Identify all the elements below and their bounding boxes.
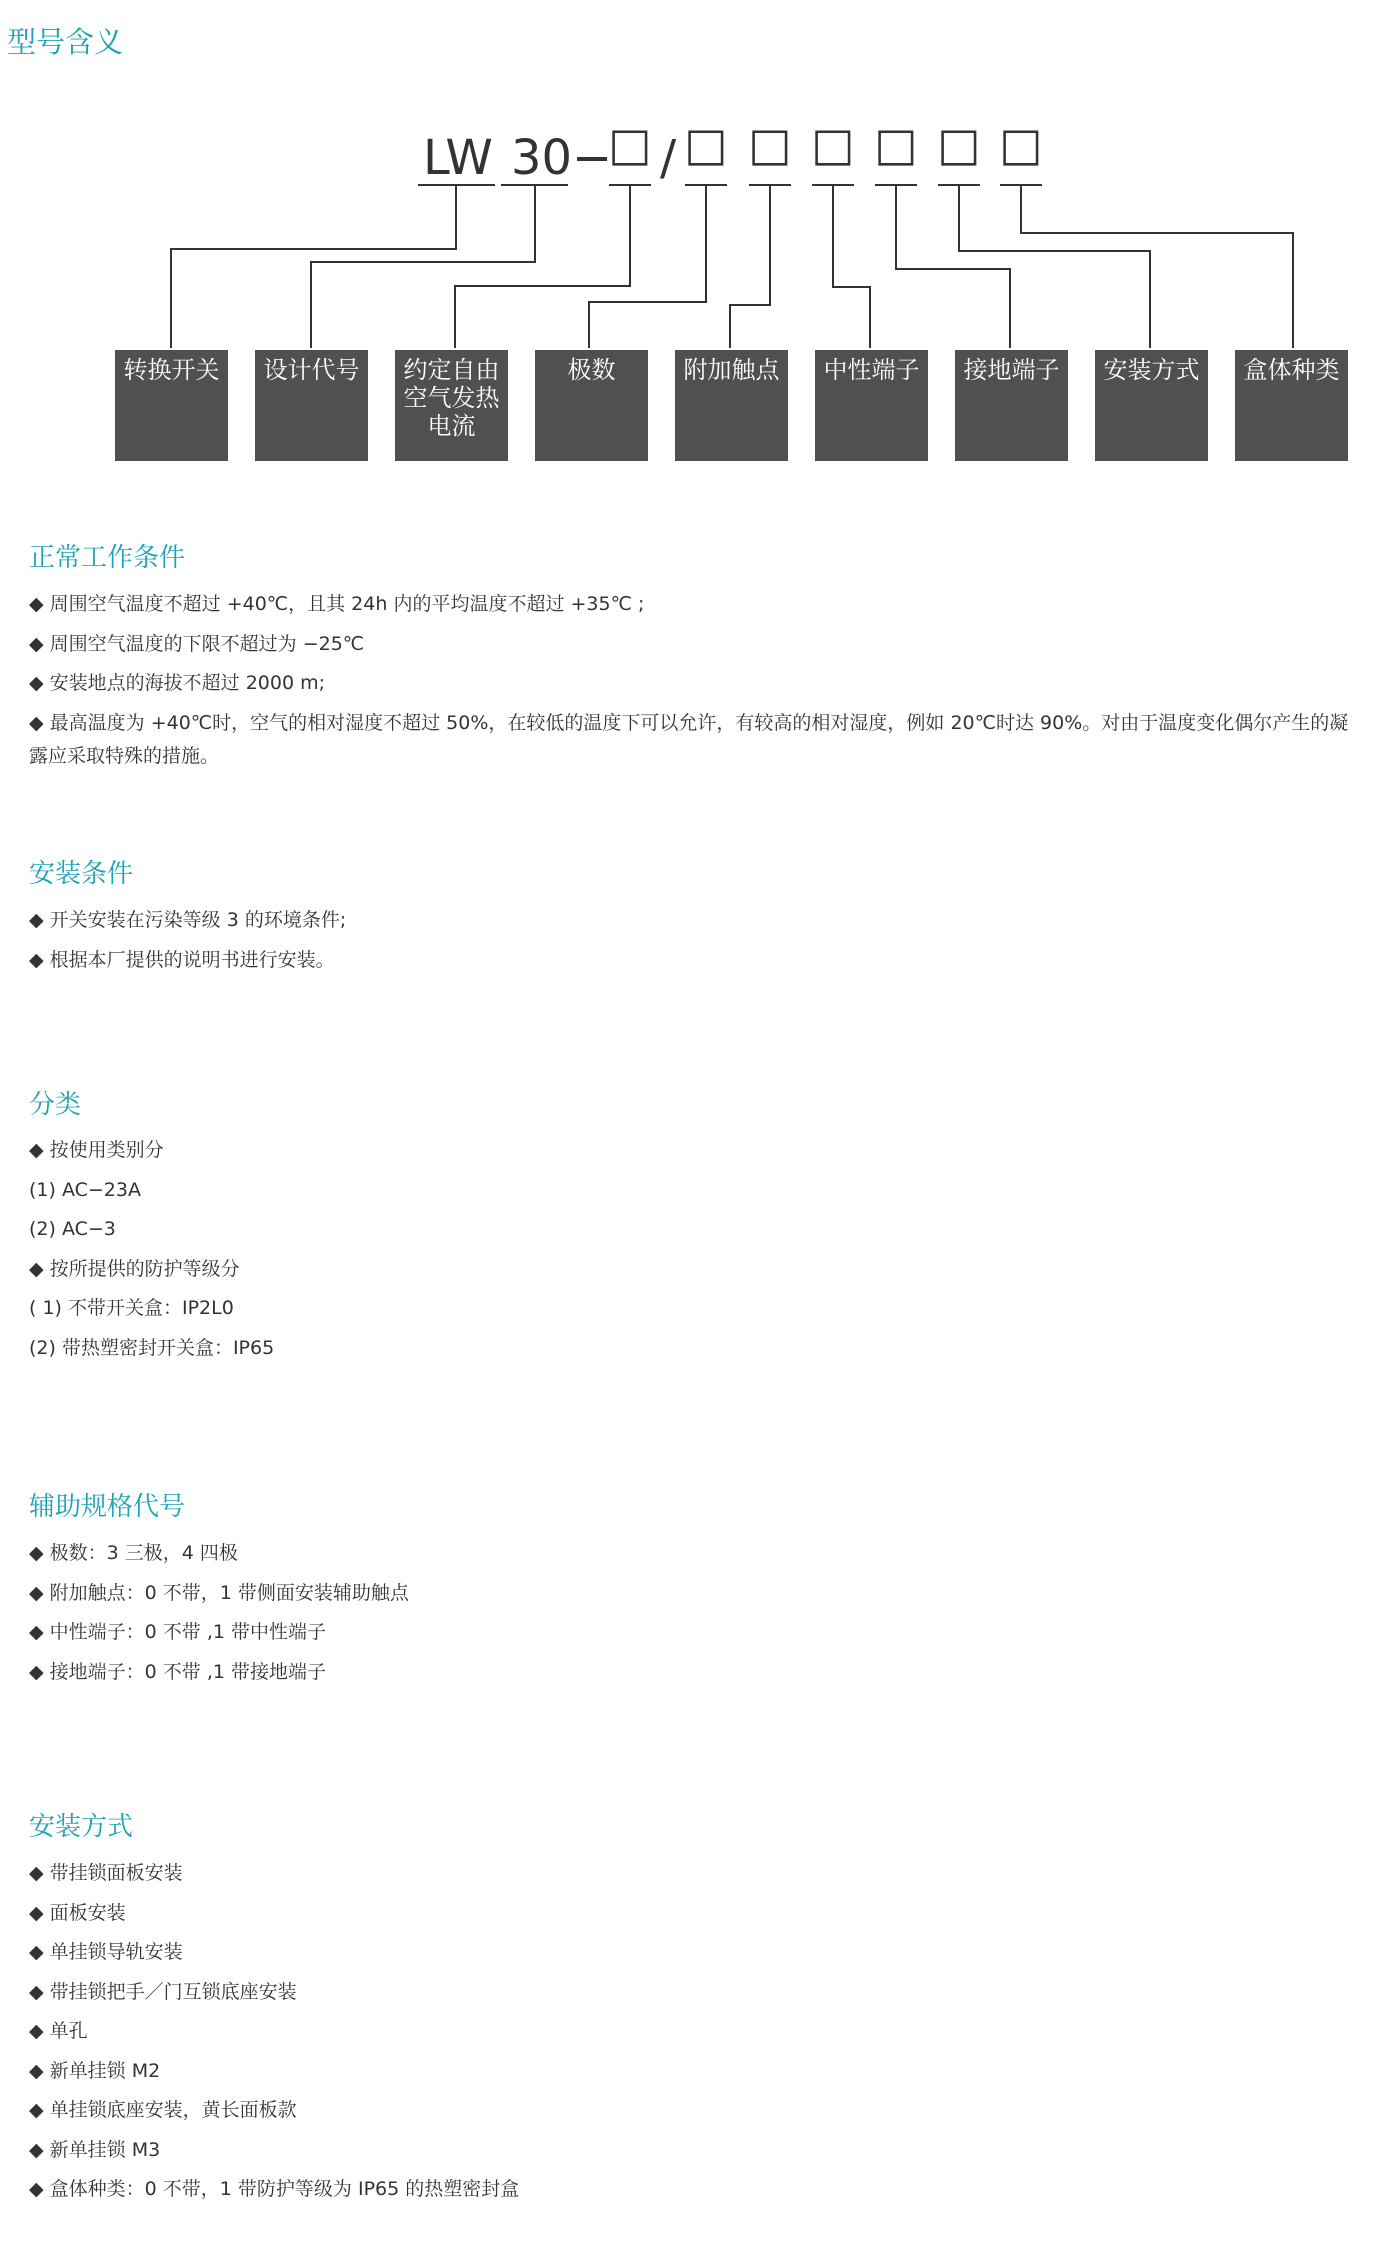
list-item [29,1574,1359,1614]
list-item [29,1171,1359,1211]
box-mounting [1095,350,1208,461]
list-item-text: 最高温度为 +40℃时，空气的相对湿度不超过 50%，在较低的温度下可以允许，有较高的相对湿度，例如 20℃时达 90%。对由于温度变化偶尔产生的凝露应采取特殊的措施。 [29,711,1349,767]
code-prefix: LW [423,130,493,186]
list-item-text: 根据本厂提供的说明书进行安装。 [49,948,335,971]
box-label-line: 附加触点 [683,356,780,384]
list-item-text: 开关安装在污染等级 3 的环境条件; [49,909,347,931]
box-poles [535,350,648,461]
list-item [29,2052,1359,2092]
list-aux-spec-codes [29,1534,1359,1692]
bullet-diamond-icon: ◆ [29,1139,44,1161]
list-item [29,1973,1359,2013]
list-item-text: (2) AC−3 [29,1218,116,1240]
list-item [29,2131,1359,2171]
bullet-diamond-icon: ◆ [29,1660,44,1683]
list-item [29,704,1359,773]
box-enclosure [1235,350,1348,461]
box-label-line: 接地端子 [963,356,1060,384]
page-title: 型号含义 [7,25,124,59]
bullet-diamond-icon: ◆ [29,1941,44,1963]
placeholder-box: □ [748,120,792,171]
list-item [29,2091,1359,2131]
list-item-text: 周围空气温度的下限不超过为 −25℃ [49,632,365,655]
section-title-classification: 分类 [29,1090,82,1120]
box-label-line: 极数 [567,356,616,384]
list-item [29,1653,1359,1693]
list-item [29,941,1359,981]
list-item-text: 单挂锁底座安装，黄长面板款 [49,2099,297,2121]
code-dash: − [572,130,613,186]
list-item-text: 按所提供的防护等级分 [49,1257,240,1280]
list-item-text: 极数：3 三极，4 四极 [49,1542,238,1564]
list-item [29,1210,1359,1250]
box-label-line: 安装方式 [1103,356,1200,384]
list-item-text: ( 1) 不带开关盒：IP2L0 [29,1297,234,1319]
placeholder-box: □ [999,120,1043,171]
placeholder-box: □ [684,120,728,171]
list-item-text: 单挂锁导轨安装 [49,1941,183,1963]
list-item [29,1854,1359,1894]
bullet-diamond-icon: ◆ [29,2138,44,2161]
bullet-diamond-icon: ◆ [29,1542,44,1564]
list-item-text: 接地端子：0 不带 ,1 带接地端子 [49,1660,327,1683]
list-item-text: 周围空气温度不超过 +40℃，且其 24h 内的平均温度不超过 +35℃ ; [49,593,645,615]
bullet-diamond-icon: ◆ [29,1581,44,1604]
bullet-diamond-icon: ◆ [29,1862,44,1884]
box-label-line: 电流 [427,412,476,440]
box-switch [115,350,228,461]
list-item-text: 新单挂锁 M3 [49,2138,161,2161]
bullet-diamond-icon: ◆ [29,672,44,694]
list-item-text: 盒体种类：0 不带，1 带防护等级为 IP65 的热塑密封盒 [49,2178,520,2200]
list-item-text: 面板安装 [49,1901,126,1924]
list-item-text: 按使用类别分 [49,1139,164,1161]
bullet-diamond-icon: ◆ [29,2059,44,2082]
list-item-text: (2) 带热塑密封开关盒：IP65 [29,1336,275,1359]
list-item-text: 中性端子：0 不带 ,1 带中性端子 [49,1621,327,1643]
bullet-diamond-icon: ◆ [29,948,44,971]
list-installation-conditions [29,901,1359,980]
section-title-installation-conditions: 安装条件 [29,859,134,889]
box-neutral-terminal [815,350,928,461]
section-title-mounting: 安装方式 [29,1812,134,1842]
section-title-working-conditions: 正常工作条件 [29,543,186,573]
list-item [29,1131,1359,1171]
box-design-code [255,350,368,461]
bullet-diamond-icon: ◆ [29,711,44,734]
list-item [29,1613,1359,1653]
list-item [29,1250,1359,1290]
box-ground-terminal [955,350,1068,461]
bullet-diamond-icon: ◆ [29,593,44,615]
list-item [29,1933,1359,1973]
list-classification [29,1131,1359,1368]
bullet-diamond-icon: ◆ [29,2020,44,2042]
box-label-line: 转换开关 [123,356,220,384]
list-mounting [29,1854,1359,2210]
bullet-diamond-icon: ◆ [29,1257,44,1280]
list-item-text: 附加触点：0 不带，1 带侧面安装辅助触点 [49,1581,409,1604]
list-item [29,1894,1359,1934]
placeholder-box: □ [937,120,981,171]
bullet-diamond-icon: ◆ [29,909,44,931]
list-item [29,2170,1359,2210]
box-label-line: 中性端子 [823,356,920,384]
list-item [29,1289,1359,1329]
code-number: 30 [511,130,573,186]
list-item [29,1534,1359,1574]
box-thermal-current [395,350,508,461]
model-code-diagram [0,120,1381,480]
placeholder-box: □ [608,120,652,171]
list-item-text: 单孔 [49,2020,88,2042]
connector-lines [171,185,1293,348]
category-boxes [115,350,1348,461]
bullet-diamond-icon: ◆ [29,2178,44,2200]
bullet-diamond-icon: ◆ [29,1980,44,2003]
list-item-text: 带挂锁面板安装 [49,1862,183,1884]
code-slash: / [660,130,677,186]
list-item-text: 安装地点的海拔不超过 2000 m; [49,672,326,694]
list-working-conditions [29,585,1359,773]
box-aux-contact [675,350,788,461]
box-label-line: 空气发热 [403,384,500,412]
list-item [29,901,1359,941]
list-item [29,2012,1359,2052]
list-item-text: 带挂锁把手／门互锁底座安装 [49,1980,297,2003]
section-title-aux-spec-codes: 辅助规格代号 [29,1492,186,1522]
box-label-line: 设计代号 [263,356,360,384]
box-label-line: 约定自由 [403,356,500,384]
list-item [29,585,1359,625]
list-item [29,625,1359,665]
box-label-line: 盒体种类 [1243,356,1340,384]
bullet-diamond-icon: ◆ [29,632,44,655]
list-item-text: 新单挂锁 M2 [49,2059,161,2082]
placeholder-box: □ [811,120,855,171]
bullet-diamond-icon: ◆ [29,1901,44,1924]
list-item-text: (1) AC−23A [29,1178,141,1201]
list-item [29,664,1359,704]
bullet-diamond-icon: ◆ [29,1621,44,1643]
list-item [29,1329,1359,1369]
placeholder-box: □ [874,120,918,171]
bullet-diamond-icon: ◆ [29,2099,44,2121]
